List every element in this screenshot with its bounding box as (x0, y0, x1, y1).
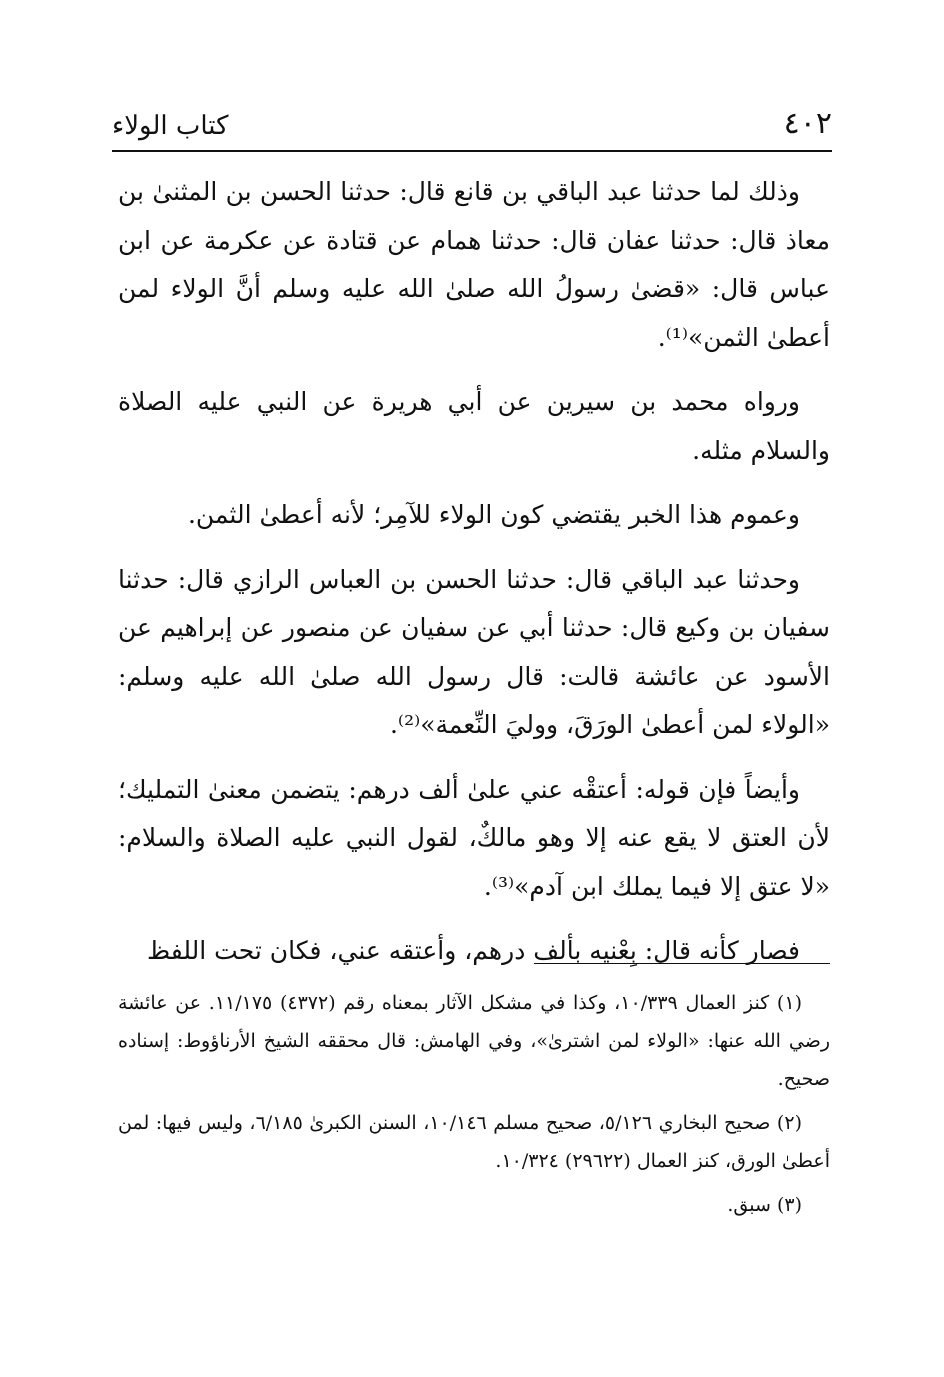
running-title: كتاب الولاء (112, 111, 229, 141)
paragraph: وأيضاً فإن قوله: أعتقْه عني علىٰ ألف درهم: يتضمن معنىٰ التمليك؛ لأن العتق لا يقع عنه إلا وهو مالكٌ، لقول النبي عليه الصلاة والسلام: «لا عتق إلا فيما يملك ابن آدم»⁽³⁾. (118, 774, 830, 901)
paragraph: وعموم هذا الخبر يقتضي كون الولاء للآمِر؛ لأنه أعطىٰ الثمن. (187, 500, 800, 529)
paragraph: فصار كأنه قال: بِعْنيه بألف درهم، وأعتقه عني، فكان تحت اللفظ (147, 936, 800, 965)
footnote: (٢) صحيح البخاري ٥/١٢٦، صحيح مسلم ١٠/١٤٦، السنن الكبرىٰ ٦/١٨٥، وليس فيها: لمن أعطىٰ الورق، كنز العمال (٢٩٦٢٢) ١٠/٣٢٤. (118, 1112, 830, 1172)
page-number: ٤٠٢ (783, 106, 832, 141)
footnote-rule (534, 963, 830, 964)
footnotes (118, 984, 830, 1230)
paragraph: ورواه محمد بن سيرين عن أبي هريرة عن النبي عليه الصلاة والسلام مثله. (118, 387, 830, 465)
footnote: (١) كنز العمال ١٠/٣٣٩، وكذا في مشكل الآثار بمعناه رقم (٤٣٧٢) ١١/١٧٥. عن عائشة رضي الله عنها: «الولاء لمن اشترىٰ»، وفي الهامش: قال محققه الشيخ الأرناؤوط: إسناده صحيح. (118, 992, 830, 1090)
header-rule (112, 150, 832, 152)
paragraph: وحدثنا عبد الباقي قال: حدثنا الحسن بن العباس الرازي قال: حدثنا سفيان بن وكيع قال: حدثنا أبي عن سفيان عن منصور عن إبراهيم عن الأسود عن عائشة قالت: قال رسول الله صلىٰ الله عليه وسلم: «الولاء لمن أعطىٰ الورَقَ، ووليَ النِّعمة»⁽²⁾. (118, 564, 830, 739)
main-text (118, 168, 830, 976)
paragraph: وذلك لما حدثنا عبد الباقي بن قانع قال: حدثنا الحسن بن المثنىٰ بن معاذ قال: حدثنا عفان قال: حدثنا همام عن قتادة عن عكرمة عن ابن عباس قال: «قضىٰ رسولُ الله صلىٰ الله عليه وسلم أنَّ الولاء لمن أعطىٰ الثمن»⁽¹⁾. (118, 177, 830, 352)
running-header (112, 104, 832, 148)
footnote: (٣) سبق. (727, 1194, 802, 1216)
